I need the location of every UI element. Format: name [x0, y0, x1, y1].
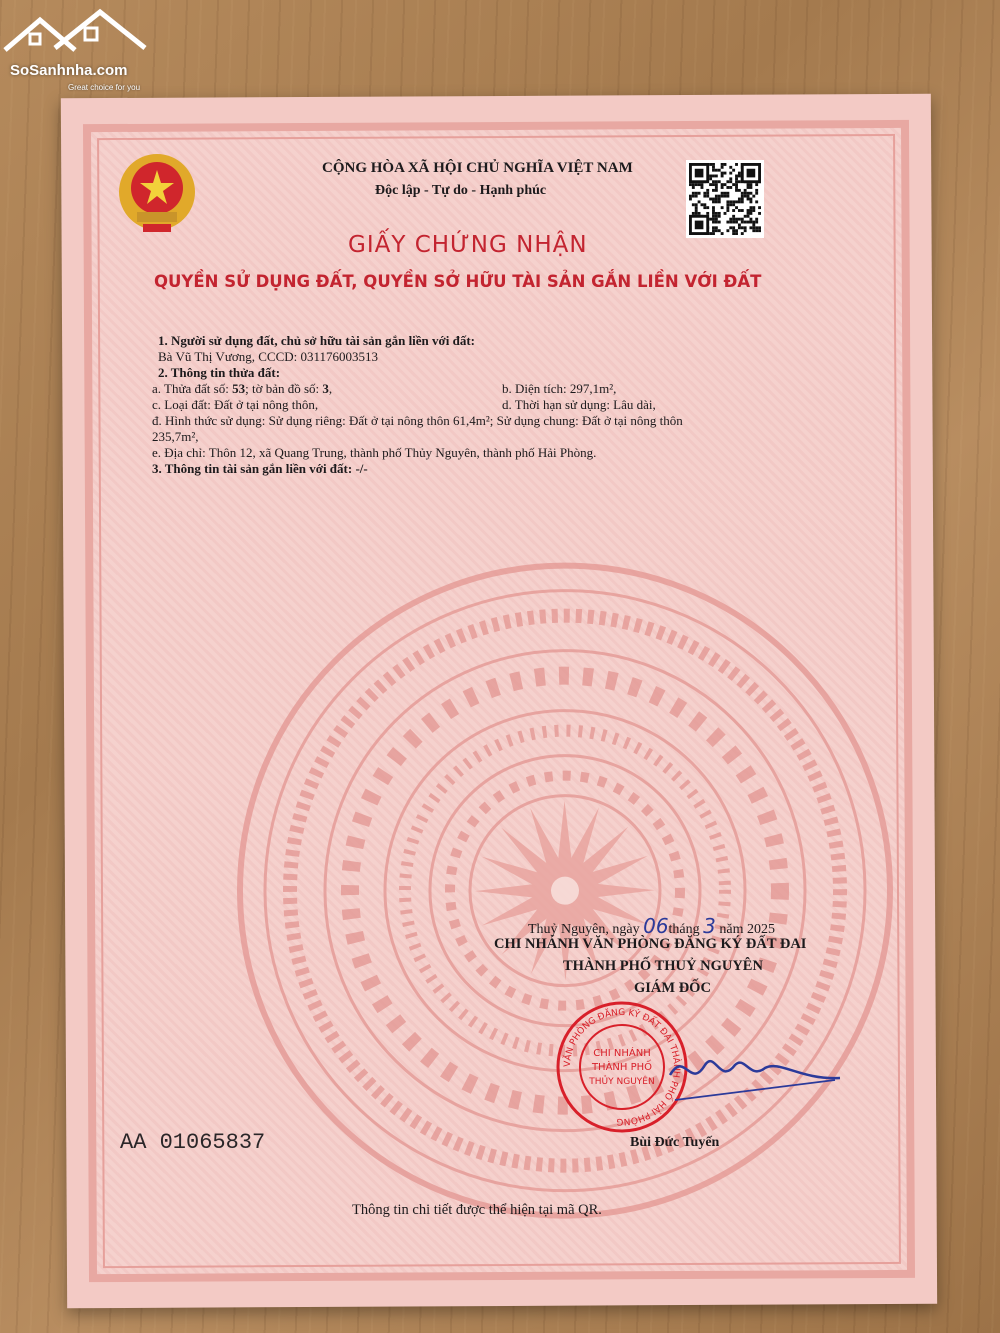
qr-footer-note: Thông tin chi tiết được thể hiện tại mã QR.: [352, 1202, 602, 1218]
land-type: c. Loại đất: Đất ở tại nông thôn,: [152, 397, 319, 412]
serial-number: AA 01065837: [120, 1130, 266, 1155]
address: e. Địa chỉ: Thôn 12, xã Quang Trung, thành phố Thủy Nguyên, thành phố Hải Phòng.: [152, 445, 597, 460]
usage-form-line1: đ. Hình thức sử dụng: Sử dụng riêng: Đất ở tại nông thôn 61,4m²; Sử dụng chung: Đất ở tại nông thôn: [152, 413, 683, 428]
svg-text:THỦY NGUYÊN: THỦY NGUYÊN: [589, 1077, 655, 1087]
land-area: b. Diện tích: 297,1m²,: [502, 381, 617, 396]
house-icon: [0, 0, 150, 62]
signer-name: Bùi Đức Tuyến: [630, 1135, 720, 1150]
svg-text:VĂN PHÒNG ĐĂNG KÝ ĐẤT ĐAI THÀN: VĂN PHÒNG ĐĂNG KÝ ĐẤT ĐAI THÀNH PHỐ HẢI PHÒNG: [562, 1007, 682, 1127]
svg-text:THÀNH PHỐ: THÀNH PHỐ: [591, 1062, 653, 1073]
svg-text:CHI NHÁNH: CHI NHÁNH: [593, 1048, 651, 1059]
section2-heading: 2. Thông tin thửa đất:: [158, 365, 281, 380]
watermark-logo: [0, 0, 160, 100]
usage-term: d. Thời hạn sử dụng: Lâu dài,: [502, 397, 656, 412]
watermark-tagline: Great choice for you: [68, 83, 141, 92]
certificate-subtitle: QUYỀN SỬ DỤNG ĐẤT, QUYỀN SỞ HỮU TÀI SẢN GẮN LIỀN VỚI ĐẤT: [154, 272, 762, 291]
certificate-title: GIẤY CHỨNG NHẬN: [348, 232, 588, 258]
watermark-brand: SoSanhnha.com: [10, 62, 128, 79]
country-header: CỘNG HÒA XÃ HỘI CHỦ NGHĨA VIỆT NAM: [322, 160, 633, 176]
section3-heading: 3. Thông tin tài sản gắn liền với đất: -/-: [152, 461, 368, 476]
office-line2: THÀNH PHỐ THUỶ NGUYÊN: [563, 958, 763, 974]
parcel-number-line: a. Thửa đất số: 53; tờ bản đồ số: 3,: [152, 381, 333, 396]
signer-role: GIÁM ĐỐC: [634, 980, 711, 996]
section1-heading: 1. Người sử dụng đất, chủ sở hữu tài sản gắn liền với đất:: [158, 333, 475, 348]
national-emblem-icon: [115, 150, 199, 240]
owner-name: Bà Vũ Thị Vương, CCCD: 031176003513: [158, 349, 379, 364]
qr-code-icon[interactable]: [686, 160, 764, 238]
office-line1: CHI NHÁNH VĂN PHÒNG ĐĂNG KÝ ĐẤT ĐAI: [494, 936, 807, 952]
usage-form-line2: 235,7m²,: [152, 429, 199, 444]
handwritten-signature: [650, 1040, 850, 1120]
motto: Độc lập - Tự do - Hạnh phúc: [375, 183, 547, 198]
signing-date: Thuỷ Nguyên, ngày 06tháng 3 năm 2025: [528, 914, 775, 938]
